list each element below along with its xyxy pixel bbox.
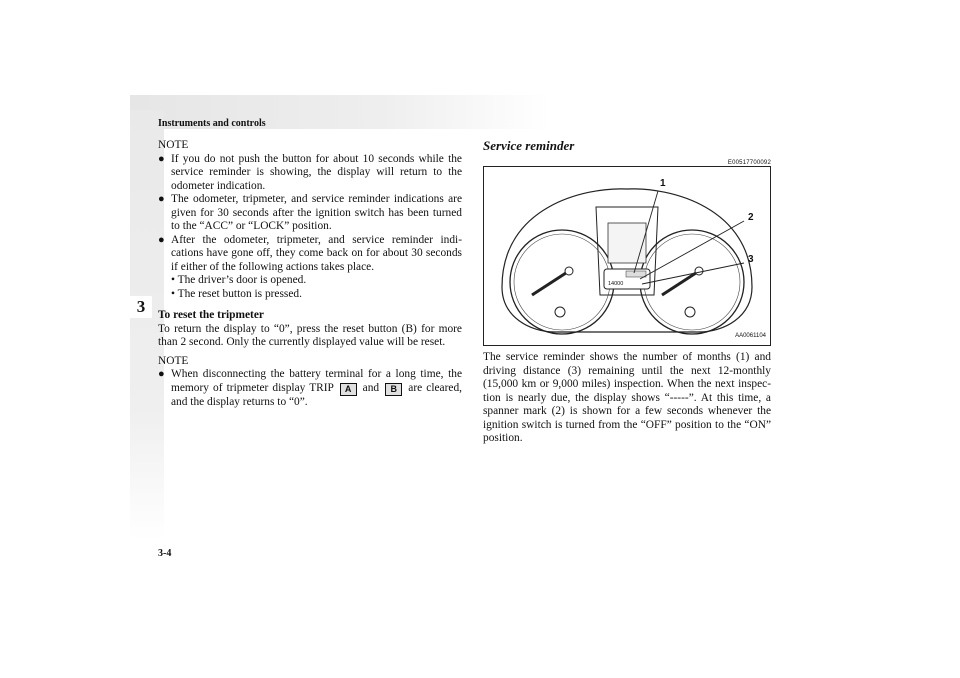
callout-2: 2: [748, 212, 754, 223]
note-label: NOTE: [158, 139, 189, 151]
trip-a-key-icon: A: [340, 383, 357, 396]
trip-b-key-icon: B: [385, 383, 402, 396]
instrument-cluster-figure: [483, 166, 771, 346]
note-text: After the odometer, tripmeter, and service reminder indi-cations have gone off, they come back on for about 30 seconds if either of the following actions takes place.: [171, 233, 462, 273]
section-title: Service reminder: [483, 138, 575, 153]
callout-3: 3: [748, 254, 754, 265]
section-code: E00517700092: [727, 160, 771, 166]
bullet-icon: ●: [158, 193, 165, 205]
note-text: are cleared, and the display returns to “0”.: [171, 381, 463, 408]
list-item: [158, 368, 462, 409]
instrument-cluster-illustration: [484, 167, 770, 345]
note-text: and: [362, 381, 380, 394]
left-column: [158, 139, 462, 409]
list-item: [158, 153, 462, 194]
reset-text: To return the display to “0”, press the reset button (B) for more than 2 second. Only the currently displayed value will be reset.: [158, 322, 462, 348]
bullet-icon: ●: [158, 233, 165, 246]
chapter-tab: 3: [130, 296, 152, 318]
list-item: [158, 193, 462, 234]
reset-heading: To reset the tripmeter: [158, 309, 264, 321]
note-list: [158, 153, 462, 302]
note-list: [158, 368, 462, 409]
sub-item: • The reset button is pressed.: [171, 287, 302, 300]
callout-1: 1: [660, 178, 666, 189]
running-header: Instruments and controls: [158, 118, 266, 129]
sub-item: • The driver’s door is opened.: [171, 274, 307, 286]
service-reminder-text: The service reminder shows the number of months (1) and driving distance (3) remaining until the next 12-monthly (15,000 km or 9,000 miles) inspection. When the next inspec-tion is nearly due, the display shows “-----”. At this time, a spanner mark (2) is shown for a few seconds whenever the ignition switch is turned from the “OFF” position to the “ON” position.: [483, 351, 771, 444]
note-text: When disconnecting the battery terminal for a long time, the memory of tripmeter display TRIP: [171, 368, 462, 394]
note-text: If you do not push the button for about 10 seconds while the service reminder is showing, the display will return to the odometer indication.: [171, 152, 462, 192]
note-label: NOTE: [158, 354, 189, 367]
right-column: [483, 138, 771, 444]
bullet-icon: ●: [158, 152, 165, 165]
bullet-icon: ●: [158, 368, 165, 380]
odometer-readout: 14000: [608, 281, 624, 287]
note-text: The odometer, tripmeter, and service reminder indications are given for 30 seconds after the ignition switch has been turned to the “ACC” or “LOCK” position.: [171, 193, 462, 232]
list-item: [158, 234, 462, 302]
page-number: 3-4: [158, 548, 172, 559]
figure-code: AA0061104: [735, 332, 766, 339]
